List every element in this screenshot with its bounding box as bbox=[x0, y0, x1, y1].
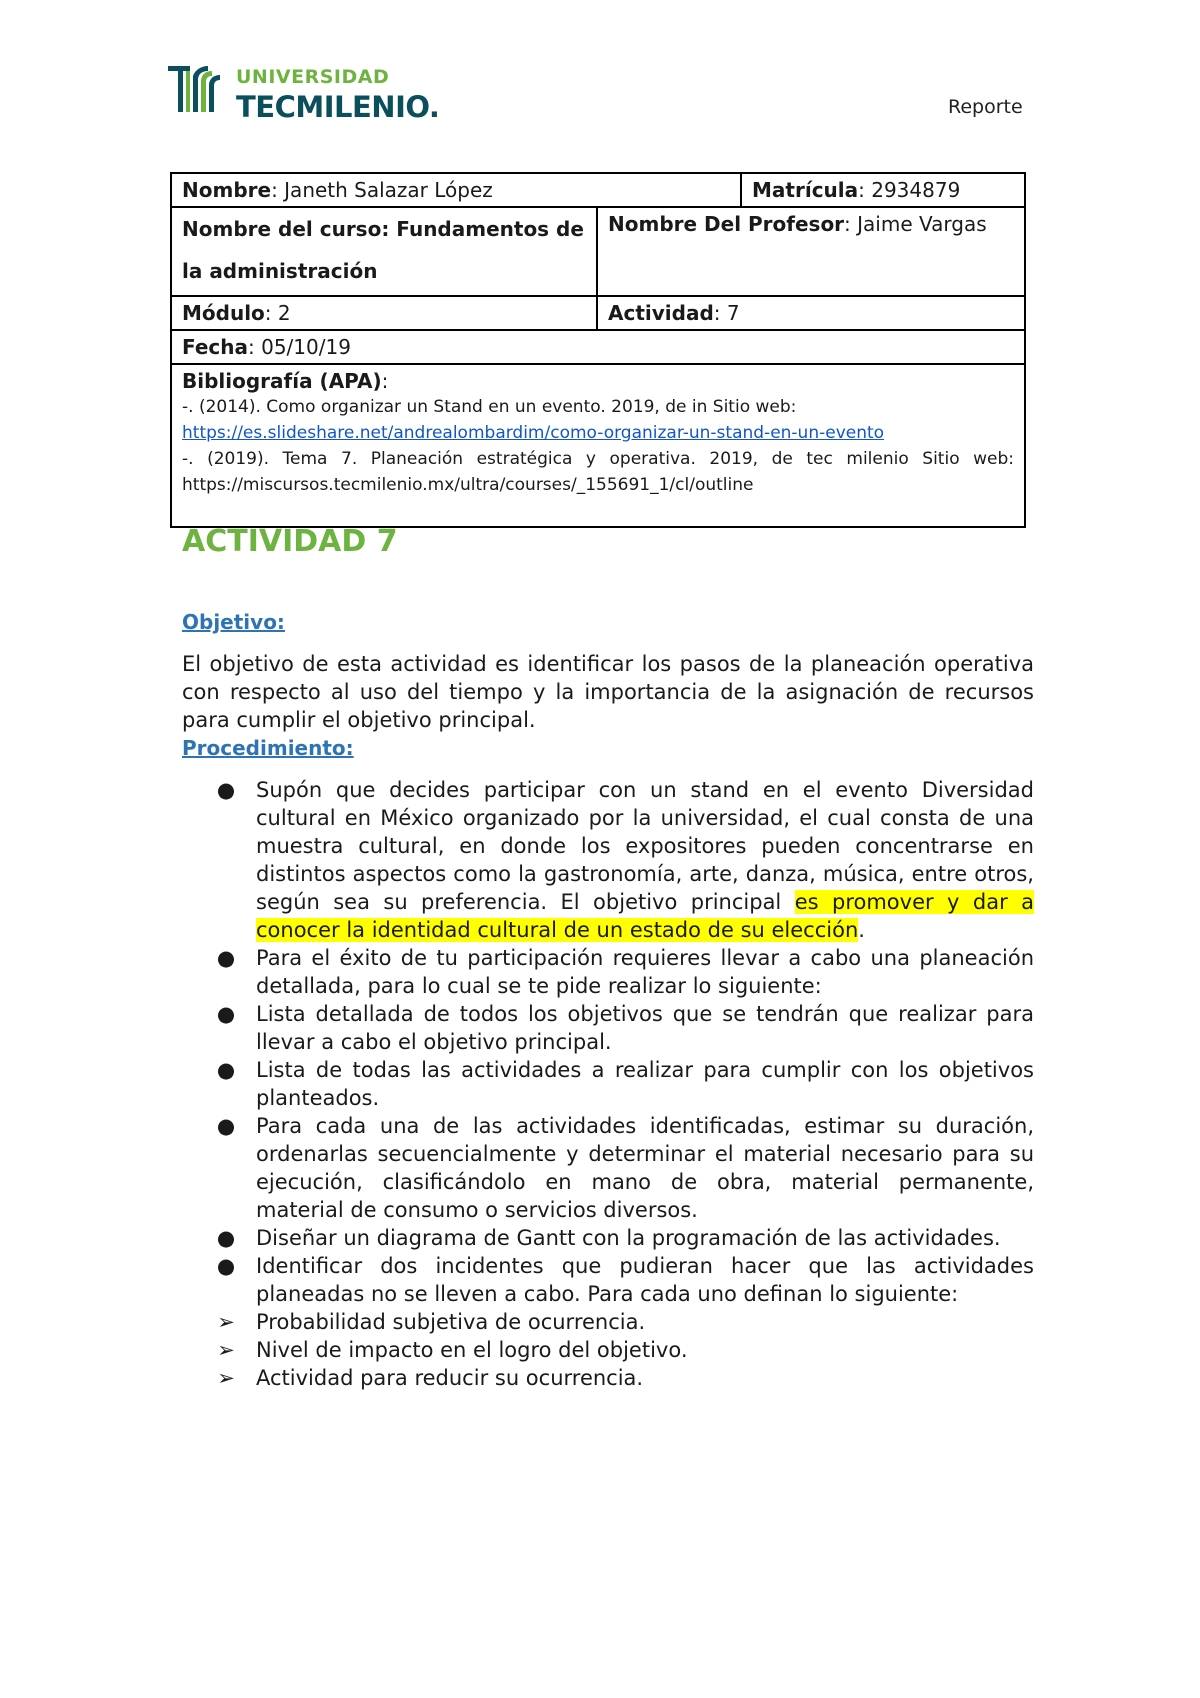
bullet-dot-icon: ● bbox=[216, 1226, 236, 1250]
list-item-text: Para cada una de las actividades identificadas, estimar su duración, ordenarlas secuencialmente y determinar el material necesario para su ejecución, clasificándolo en mano de obra, material permanente, material de consumo o servicios diversos. bbox=[256, 1114, 1034, 1222]
procedimiento-list bbox=[182, 776, 1034, 1392]
page-title: ACTIVIDAD 7 bbox=[182, 524, 398, 559]
modulo-cell bbox=[171, 296, 597, 330]
university-logo bbox=[168, 62, 468, 124]
list-item bbox=[182, 1112, 1034, 1224]
matricula-label: Matrícula bbox=[752, 178, 859, 202]
list-item-text: Lista de todas las actividades a realizar para cumplir con los objetivos planteados. bbox=[256, 1058, 1034, 1110]
arrow-bullet-icon: ➢ bbox=[217, 1310, 235, 1334]
table-row bbox=[171, 330, 1025, 364]
highlighted-text: es promover y dar a conocer la identidad cultural de un estado de su elección bbox=[256, 890, 1035, 942]
list-item-text: Probabilidad subjetiva de ocurrencia. bbox=[256, 1310, 646, 1334]
objetivo-heading: Objetivo: bbox=[182, 610, 285, 634]
list-item-text: Nivel de impacto en el logro del objetivo. bbox=[256, 1338, 688, 1362]
student-info-table bbox=[170, 172, 1026, 528]
actividad-cell bbox=[597, 296, 1025, 330]
bib-entry-1: -. (2014). Como organizar un Stand en un evento. 2019, de in Sitio web: bbox=[182, 397, 797, 417]
curso-cell bbox=[171, 207, 597, 296]
list-item bbox=[182, 1000, 1034, 1056]
bullet-dot-icon: ● bbox=[216, 778, 236, 802]
modulo-label: Módulo bbox=[182, 301, 265, 325]
list-item bbox=[182, 944, 1034, 1000]
list-item bbox=[182, 1056, 1034, 1112]
bibliografia-cell bbox=[171, 364, 1025, 527]
logo-text-tecmilenio: TECMILENIO. bbox=[236, 90, 440, 124]
list-item bbox=[182, 1308, 1034, 1336]
list-item-text: Lista detallada de todos los objetivos que se tendrán que realizar para llevar a cabo el objetivo principal. bbox=[256, 1002, 1034, 1054]
arrow-bullet-icon: ➢ bbox=[217, 1338, 235, 1362]
list-item bbox=[182, 1364, 1034, 1392]
bullet-dot-icon: ● bbox=[216, 1002, 236, 1026]
list-item bbox=[182, 776, 1034, 944]
bullet-dot-icon: ● bbox=[216, 946, 236, 970]
nombre-cell bbox=[171, 173, 741, 207]
bib-entry-1-link[interactable]: https://es.slideshare.net/andrealombardim/como-organizar-un-stand-en-un-evento bbox=[182, 423, 885, 443]
list-item-text: Diseñar un diagrama de Gantt con la programación de las actividades. bbox=[256, 1226, 1001, 1250]
fecha-cell bbox=[171, 330, 1025, 364]
fecha-value: : 05/10/19 bbox=[248, 335, 351, 359]
bibliografia-colon: : bbox=[381, 369, 389, 393]
nombre-value: : Janeth Salazar López bbox=[271, 178, 493, 202]
list-item-text: Supón que decides participar con un stand en el evento Diversidad cultural en México organizado por la universidad, el cual consta de una muestra cultural, en donde los expositores pueden concentrarse en distintos aspectos como la gastronomía, arte, danza, música, entre otros, según sea su preferencia. El objetivo principal bbox=[256, 778, 1034, 914]
list-item bbox=[182, 1252, 1034, 1308]
bullet-dot-icon: ● bbox=[216, 1114, 236, 1138]
logo-text-universidad: UNIVERSIDAD bbox=[236, 66, 390, 88]
modulo-value: : 2 bbox=[264, 301, 291, 325]
list-item-text: Identificar dos incidentes que pudieran hacer que las actividades planeadas no se lleven a cabo. Para cada uno definan lo siguiente: bbox=[256, 1254, 1034, 1306]
list-item bbox=[182, 1336, 1034, 1364]
table-row bbox=[171, 364, 1025, 527]
curso-label: Nombre del curso: Fundamentos de la administración bbox=[182, 217, 584, 283]
matricula-cell bbox=[741, 173, 1025, 207]
bullet-dot-icon: ● bbox=[216, 1058, 236, 1082]
list-item-text: Para el éxito de tu participación requieres llevar a cabo una planeación detallada, para lo cual se te pide realizar lo siguiente: bbox=[256, 946, 1034, 998]
profesor-value: : Jaime Vargas bbox=[844, 212, 987, 236]
actividad-value: : 7 bbox=[713, 301, 740, 325]
profesor-label: Nombre Del Profesor bbox=[608, 212, 845, 236]
bib-entry-2: -. (2019). Tema 7. Planeación estratégica y operativa. 2019, de tec milenio Sitio web: https://miscursos.tecmilenio.mx/ultra/courses/_155691_1/cl/outline bbox=[182, 449, 1015, 495]
objetivo-text: El objetivo de esta actividad es identificar los pasos de la planeación operativa con respecto al uso del tiempo y la importancia de la asignación de recursos para cumplir el objetivo principal. bbox=[182, 652, 1034, 732]
bibliografia-label: Bibliografía (APA) bbox=[182, 369, 382, 393]
list-item-text: Actividad para reducir su ocurrencia. bbox=[256, 1366, 644, 1390]
table-row bbox=[171, 296, 1025, 330]
profesor-cell bbox=[597, 207, 1025, 296]
procedimiento-heading: Procedimiento: bbox=[182, 736, 354, 760]
nombre-label: Nombre bbox=[182, 178, 272, 202]
list-item-text-end: . bbox=[858, 918, 865, 942]
table-row bbox=[171, 173, 1025, 207]
actividad-label: Actividad bbox=[608, 301, 714, 325]
list-item bbox=[182, 1224, 1034, 1252]
fecha-label: Fecha bbox=[182, 335, 249, 359]
arrow-bullet-icon: ➢ bbox=[217, 1366, 235, 1390]
table-row bbox=[171, 207, 1025, 296]
matricula-value: : 2934879 bbox=[858, 178, 961, 202]
bullet-dot-icon: ● bbox=[216, 1254, 236, 1278]
document-type-label: Reporte bbox=[948, 96, 1023, 118]
tecmilenio-emblem-icon bbox=[168, 62, 232, 124]
